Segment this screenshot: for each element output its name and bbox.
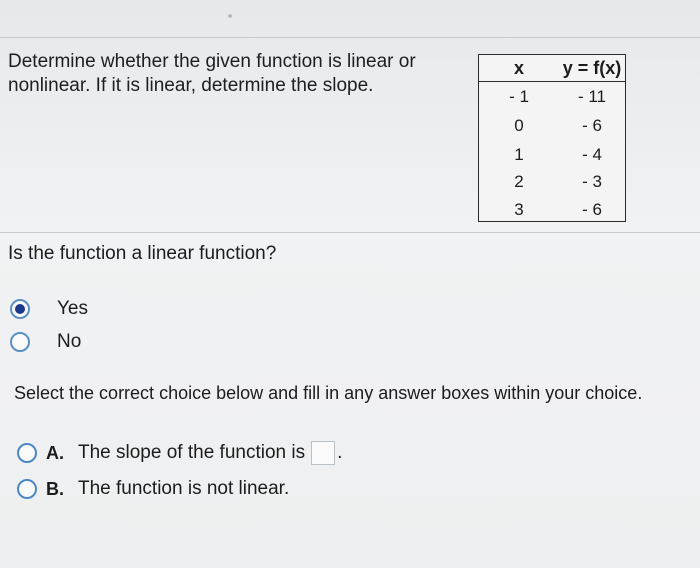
table-cell-x: - 1 bbox=[509, 87, 529, 106]
slope-answer-box[interactable] bbox=[311, 441, 335, 465]
radio-choice-b[interactable] bbox=[17, 479, 37, 499]
table-cell-x: 0 bbox=[514, 116, 524, 135]
choice-b-text: The function is not linear. bbox=[78, 478, 290, 499]
choice-a-period: . bbox=[337, 442, 343, 463]
screen-smudge bbox=[228, 14, 232, 18]
choice-a-text: The slope of the function is bbox=[78, 442, 306, 463]
table-cell-y: - 11 bbox=[577, 87, 607, 106]
option-no[interactable] bbox=[10, 329, 81, 355]
choice-b-letter: B. bbox=[46, 479, 64, 499]
choice-instruction: Select the correct choice below and fill in any answer boxes within your choice. bbox=[14, 383, 643, 403]
question-line-2: nonlinear. If it is linear, determine the slope. bbox=[8, 75, 374, 96]
table-cell-x: 1 bbox=[514, 145, 524, 164]
radio-choice-a[interactable] bbox=[17, 443, 37, 463]
table-cell-y: - 4 bbox=[582, 145, 602, 164]
function-table bbox=[478, 54, 626, 222]
table-cell-y: - 6 bbox=[582, 200, 602, 219]
question-text bbox=[8, 50, 468, 98]
section-divider bbox=[0, 232, 700, 233]
table-header-x: x bbox=[513, 58, 524, 78]
choice-a-letter: A. bbox=[46, 443, 64, 463]
table-cell-x: 3 bbox=[514, 200, 524, 219]
question-line-1: Determine whether the given function is linear or bbox=[8, 51, 416, 72]
table-cell-y: - 6 bbox=[582, 116, 602, 135]
choice-b[interactable] bbox=[17, 476, 289, 502]
table-cell-y: - 3 bbox=[582, 172, 602, 191]
table-header-y: y = f(x) bbox=[562, 58, 622, 78]
choice-a[interactable] bbox=[17, 440, 342, 466]
linear-question-prompt: Is the function a linear function? bbox=[8, 243, 277, 264]
option-yes-label: Yes bbox=[57, 298, 88, 319]
option-no-label: No bbox=[57, 331, 82, 352]
table-header bbox=[479, 55, 625, 82]
radio-no[interactable] bbox=[10, 332, 30, 352]
radio-yes-selected[interactable] bbox=[10, 299, 30, 319]
top-divider bbox=[0, 37, 700, 38]
option-yes[interactable] bbox=[10, 296, 88, 322]
table-cell-x: 2 bbox=[514, 172, 524, 191]
